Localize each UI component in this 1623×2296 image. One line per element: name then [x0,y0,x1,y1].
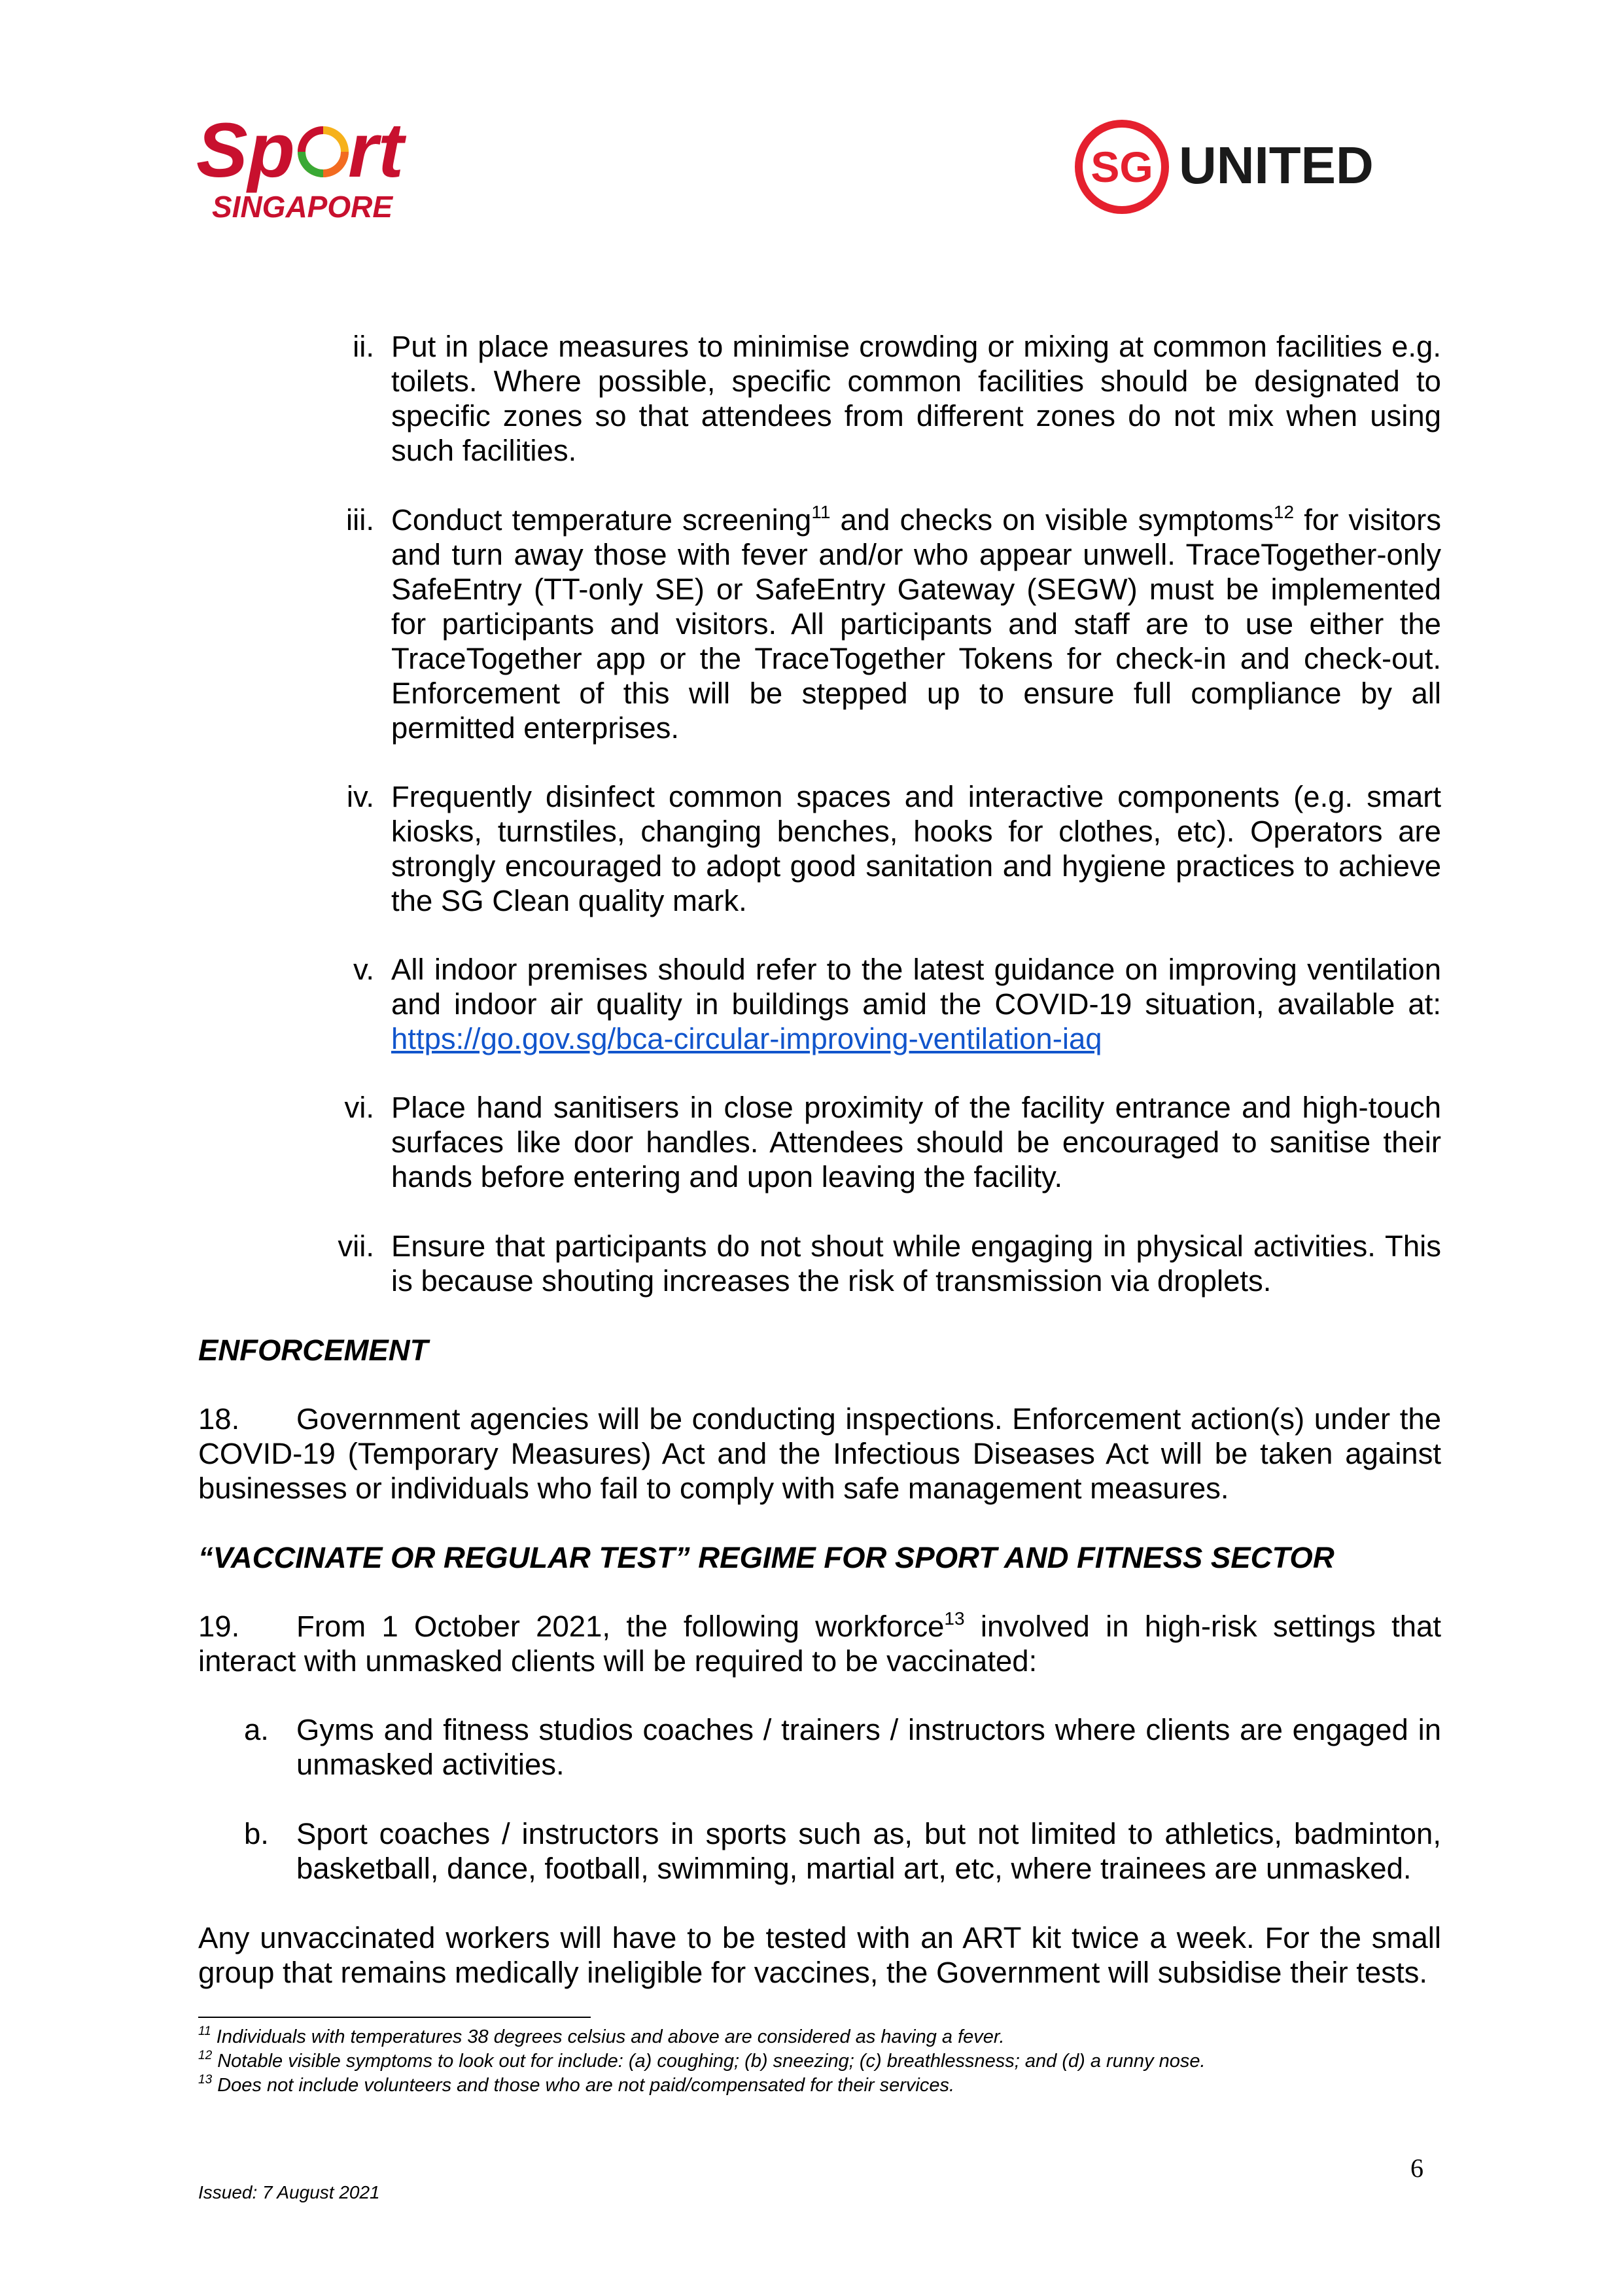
list-number: iii. [346,503,374,537]
paragraph-number: 19. [198,1610,240,1643]
footnote-ref-11: 11 [811,501,831,522]
sg-united-logo [1073,118,1426,216]
list-text: Put in place measures to minimise crowding or mixing at common facilities e.g. toilets. Where possible, specific common facilities should be designated to specific zones so that attendees from different zones do not mix when using such facilities. [391,330,1441,467]
footnotes [198,2025,1441,2098]
paragraph-text: Government agencies will be conducting inspections. Enforcement action(s) under the COVID-19 (Temporary Measures) Act and the Infectious Diseases Act will be taken against businesses or individuals who fail to comply with safe management measures. [198,1402,1441,1505]
sport-singapore-logo [196,105,445,229]
list-letter: a. [244,1713,269,1746]
paragraph-number: 18. [198,1402,240,1436]
list-text: Conduct temperature screening$^{11}$ and checks on visible symptoms$^{12}$ for visitors and turn away those with fever and/or who appear unwell. TraceTogether-only SafeEntry (TT-only SE) or SafeEntry Gateway (SEGW) must be implemented for participants and visitors. All participants and staff are to use either the TraceTogether app or the TraceTogether Tokens for check-in and check-out. Enforcement of this will be stepped up to ensure full compliance by all permitted enterprises. [391,501,1441,745]
list-number: vii. [338,1229,374,1263]
list-number: v. [353,953,374,986]
list-text: Gyms and fitness studios coaches / trainers / instructors where clients are engaged in unmasked activities. [296,1713,1441,1781]
list-number: vi. [344,1091,374,1124]
footnote-ref-12: 12 [1273,501,1295,522]
sport-logo-sub: SINGAPORE [212,190,393,224]
sport-logo-ring-icon [302,130,345,173]
list-letter: b. [244,1817,269,1850]
ventilation-guidance-link[interactable]: https://go.gov.sg/bca-circular-improving-ventilation-iaq [391,1022,1102,1055]
closing-paragraph: Any unvaccinated workers will have to be tested with an ART kit twice a week. For the small group that remains medically ineligible for vaccines, the Government will subsidise their tests. [198,1921,1441,1989]
list-number: iv. [346,780,374,813]
sport-logo-word-right: rt [348,107,404,194]
enforcement-heading: ENFORCEMENT [198,1333,428,1367]
footnote-12: $^{12}$ Notable visible symptoms to look out for include: (a) coughing; (b) sneezing; (c) breathlessness; and (d) a runny nose. [198,2049,1206,2072]
footnote-13: $^{13}$ Does not include volunteers and those who are not paid/compensated for their services. [198,2073,955,2096]
list-number: ii. [353,330,374,363]
list-text: Place hand sanitisers in close proximity of the facility entrance and high-touch surfaces like door handles. Attendees should be encouraged to sanitise their hands before entering and upon leaving the facility. [391,1091,1441,1193]
paragraph-18 [198,1402,1441,1506]
sg-badge-text: SG [1091,143,1153,191]
list-text: All indoor premises should refer to the latest guidance on improving ventilation and indoor air quality in buildings amid the COVID-19 situation, available at: https://go.gov.sg/bca-circular-improving-ventilation-iaq [391,953,1441,1055]
footnote-11: $^{11}$ Individuals with temperatures 38 degrees celsius and above are considered as having a fever. [198,2024,1005,2047]
vaccinate-heading: “VACCINATE OR REGULAR TEST” REGIME FOR SPORT AND FITNESS SECTOR [198,1541,1335,1574]
list-text: Ensure that participants do not shout while engaging in physical activities. This is because shouting increases the risk of transmission via droplets. [391,1229,1441,1298]
sg-united-word: UNITED [1179,136,1374,194]
footnote-ref-13: 13 [944,1608,965,1629]
issued-date: Issued: 7 August 2021 [198,2182,380,2202]
footnote-divider [198,2017,591,2018]
list-text: Sport coaches / instructors in sports such as, but not limited to athletics, badminton, basketball, dance, football, swimming, martial art, etc, where trainees are unmasked. [296,1817,1441,1885]
list-text: Frequently disinfect common spaces and interactive components (e.g. smart kiosks, turnstiles, changing benches, hooks for clothes, etc). Operators are strongly encouraged to adopt good sanitation and hygiene practices to achieve the SG Clean quality mark. [391,780,1441,917]
page-number: 6 [1410,2153,1423,2183]
paragraph-19: 19. From 1 October 2021, the following workforce$^{13}$ involved in high-risk settings that interact with unmasked clients will be required to be vaccinated: [198,1608,1442,1678]
sport-logo-word-left: Sp [196,107,295,194]
